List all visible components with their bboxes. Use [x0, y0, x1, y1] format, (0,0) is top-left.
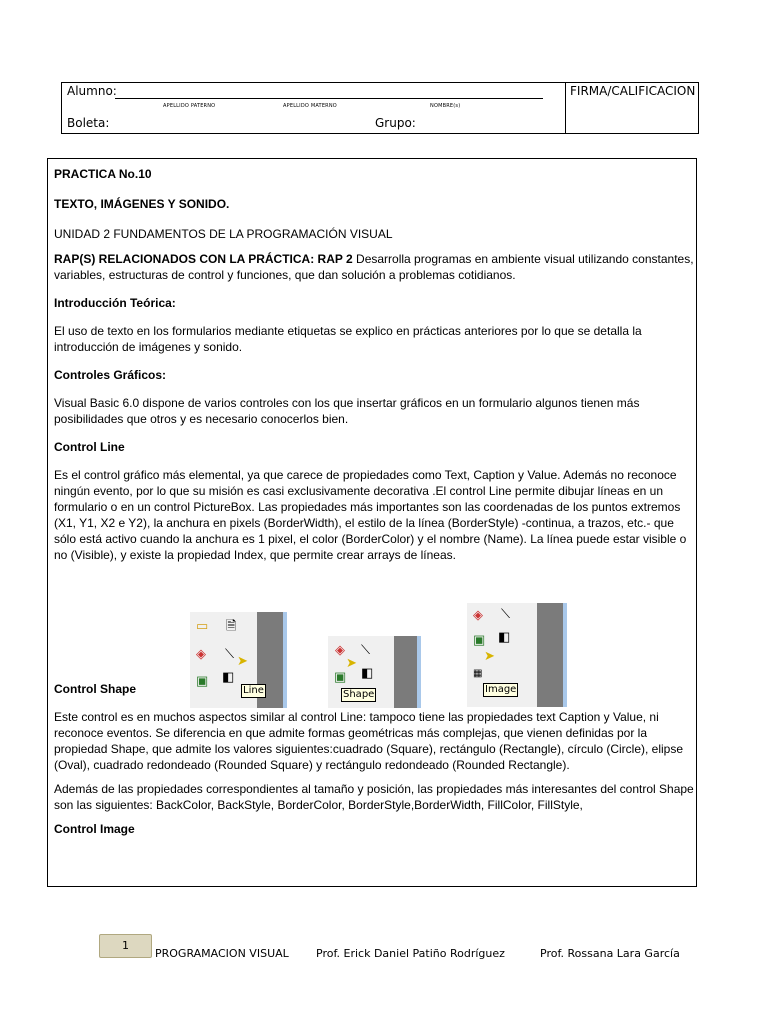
line-tool-icon: ⟍ [225, 646, 235, 661]
alumno-label: Alumno: [67, 84, 117, 98]
image-heading: Control Image [54, 822, 135, 836]
data-tool-icon: ◧ [361, 665, 374, 680]
practice-title: TEXTO, IMÁGENES Y SONIDO. [54, 197, 230, 211]
line-text: Es el control gráfico más elemental, ya que carece de propiedades como Text, Caption y Value. Además no reconoce ningún evento, por lo que su misión es casi exclusivamente decorativa .El control Line permite dibujar líneas en un formulario o en un control PictureBox. Las propiedades más importantes son las coordenadas de los puntos extremos (X1, Y1, X2 e Y2), la anchura en pixels (BorderWidth), el estilo de la línea (BorderStyle) -continua, a trazos, etc.- que sólo está activo cuando la anchura es 1 pixel, el color (BorderColor) y el nombre (Name). La línea puede estar visible o no (Visible), y existe la propiedad Index, que permite crear arrays de líneas. [54, 468, 687, 562]
page-number: 1 [99, 934, 152, 958]
boleta-label: Boleta: [67, 116, 110, 130]
apellido-materno-label: APELLIDO MATERNO [283, 103, 337, 109]
rap-paragraph [54, 251, 694, 283]
line-tool-icon: ⟍ [501, 606, 511, 621]
student-header-table [61, 82, 699, 134]
tooltip-image: Image [485, 684, 517, 695]
tooltip-line: Line [243, 685, 264, 696]
shape-tool-icon: ◈ [473, 607, 483, 622]
shape-text-1: Este control es en muchos aspectos similar al control Line: tampoco tiene las propiedades text Caption y Value, ni reconoce eventos. Se diferencia en que admite formas geométricas más complejas, que vienen definidas por la propiedad Shape, que admite los valores siguientes:cuadrado (Square), rectángulo (Rectangle), círculo (Circle), elipse (Oval), cuadrado redondeado (Rounded Square) y rectángulo redondeado (Rounded Rectangle). [54, 710, 684, 772]
toolbox-gray-panel [537, 603, 563, 707]
toolbox-edge [283, 612, 287, 708]
image-tool-icon: ▣ [473, 632, 486, 647]
image-tool-icon: ▣ [196, 673, 209, 688]
firma-label: FIRMA/CALIFICACION [570, 84, 696, 98]
line-tool-icon: ⟍ [361, 642, 371, 657]
toolbox-screenshot-shape [328, 636, 421, 708]
practice-number: PRACTICA No.10 [54, 167, 152, 181]
shape-text-2: Además de las propiedades correspondientes al tamaño y posición, las propiedades más interesantes del control Shape son las siguientes: BackColor, BackStyle, BorderColor, BorderStyle,BorderWidth, FillColor, FillStyle, [54, 782, 694, 812]
document-icon: 🗎 [226, 618, 237, 633]
footer-course: PROGRAMACION VISUAL [155, 947, 289, 960]
controles-text: Visual Basic 6.0 dispone de varios controles con los que insertar gráficos en un formulario algunos tienen más posibilidades que otros y es necesario conocerlos bien. [54, 396, 640, 426]
data-tool-icon: ◧ [222, 669, 235, 684]
data-tool-icon: ◧ [498, 629, 511, 644]
folder-icon: ▭ [196, 618, 209, 633]
name-underline [115, 98, 543, 99]
grupo-label: Grupo: [375, 116, 416, 130]
practice-box [47, 158, 697, 887]
toolbox-edge [417, 636, 421, 708]
intro-heading: Introducción Teórica: [54, 296, 176, 310]
rap-label: RAP(S) RELACIONADOS CON LA PRÁCTICA: RAP 2 [54, 252, 353, 266]
shape-heading: Control Shape [54, 682, 137, 696]
nombres-label: NOMBRE(s) [430, 103, 461, 109]
toolbox-screenshot-line [190, 612, 287, 708]
image-tool-icon: ▣ [334, 669, 347, 684]
cursor-icon: ➤ [346, 655, 357, 670]
toolbox-gray-panel [394, 636, 417, 708]
apellido-paterno-label: APELLIDO PATERNO [163, 103, 216, 109]
controles-heading: Controles Gráficos: [54, 368, 167, 382]
line-heading: Control Line [54, 440, 125, 454]
practice-content [54, 165, 694, 837]
footer-prof-2: Prof. Rossana Lara García [540, 947, 680, 960]
toolbox-screenshot-image [467, 603, 567, 707]
cursor-icon: ➤ [484, 648, 495, 663]
shape-tool-icon: ◈ [196, 646, 206, 661]
rap-text: Desarrolla programas en ambiente visual utilizando constantes, variables, estructuras de control y funciones, que dan solución a problemas cotidianos. [54, 252, 694, 282]
ole-tool-icon: ▦ [473, 668, 483, 679]
footer-prof-1: Prof. Erick Daniel Patiño Rodríguez [316, 947, 505, 960]
tooltip-shape: Shape [343, 689, 375, 700]
student-info-cell [62, 83, 566, 133]
cursor-icon: ➤ [237, 653, 248, 668]
unit-line: UNIDAD 2 FUNDAMENTOS DE LA PROGRAMACIÓN VISUAL [54, 227, 393, 241]
toolbox-edge [563, 603, 567, 707]
firma-cell [566, 83, 698, 133]
intro-text: El uso de texto en los formularios mediante etiquetas se explico en prácticas anteriores por lo que se detalla la introducción de imágenes y sonido. [54, 324, 642, 354]
shape-tool-icon: ◈ [335, 642, 345, 657]
